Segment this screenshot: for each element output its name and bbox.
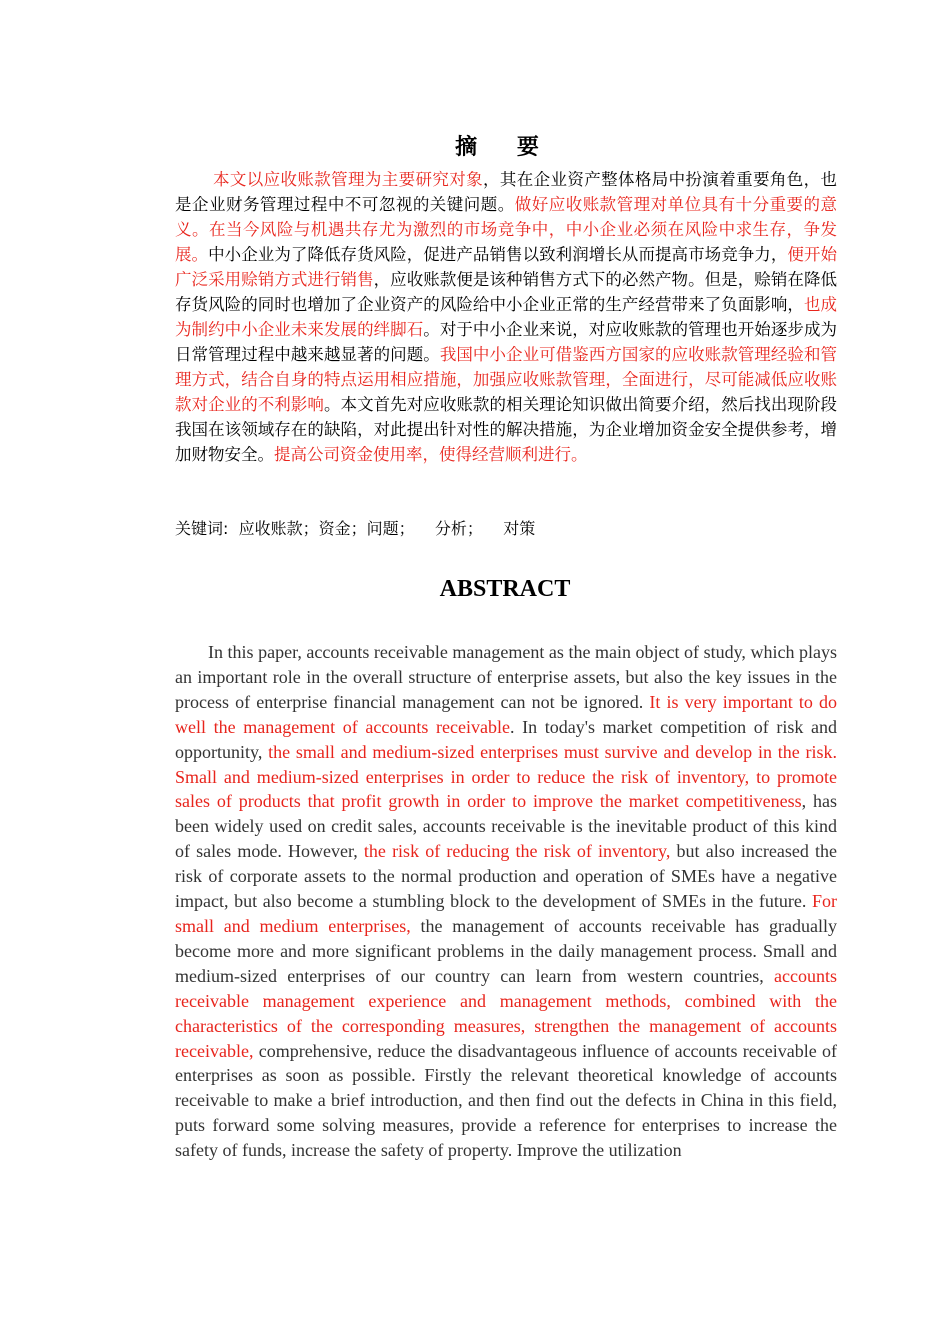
cn-highlight-segment: 也成为制约中小企业未来发展的绊脚石 — [175, 295, 838, 339]
cn-abstract-body — [175, 167, 837, 467]
cn-abstract-title: 摘 要 — [455, 134, 555, 160]
cn-highlight-segment: 便开始广泛采用赊销方式进行销售 — [175, 245, 838, 289]
en-text-segment: but also increased the risk of corporate assets to the normal production and operation of SMEs have a negative impact, but also become a stumbling block to the development of SMEs in the future. — [175, 841, 837, 912]
cn-text-segment: 中小企业为了降低存货风险，促进产品销售以致利润增长从而提高市场竞争力， — [208, 245, 788, 264]
en-text-segment: the management of accounts receivable has gradually become more and more significant problems in the daily management process. Small and medium-sized enterprises of our country can learn from western countries, — [175, 915, 837, 986]
cn-highlight-segment: 我国中小企业可借鉴西方国家的应收账款管理经验和管理方式，结合自身的特点运用相应措施，加强应收账款管理，全面进行，尽可能减低应收账款对企业的不利影响 — [175, 345, 838, 414]
en-text-segment: , has been widely used on credit sales, accounts receivable is the inevitable product of this kind of sales mode. However, — [175, 791, 837, 862]
keywords-label: 关键词 — [175, 519, 224, 538]
en-text-segment: . In today's market competition of risk and opportunity, — [175, 716, 837, 762]
en-highlight-segment: It is very important to do well the management of accounts receivable — [175, 691, 837, 737]
cn-highlight-segment: 本文以应收账款管理为主要研究对象 — [213, 170, 483, 189]
en-text-segment: In this paper, accounts receivable management as the main object of study, which plays an important role in the overall structure of enterprise assets, but also the key issues in the process of enterprise financial management can not be ignored. — [175, 642, 837, 712]
keywords-text: : 应收账款；资金；问题； 分析； 对策 — [223, 519, 536, 538]
en-highlight-segment: the risk of reducing the risk of inventory, — [363, 841, 671, 862]
cn-text-segment: 。对于中小企业来说，对应收账款的管理也开始逐步成为日常管理过程中越来越显著的问题。 — [175, 320, 838, 364]
cn-text-segment: ，其在企业资产整体格局中扮演着重要角色，也是企业财务管理过程中不可忽视的关键问题。 — [175, 170, 837, 214]
cn-text-segment: ，应收账款便是该种销售方式下的必然产物。但是，赊销在降低存货风险的同时也增加了企业资产的风险给中小企业正常的生产经营带来了负面影响， — [175, 270, 838, 314]
en-highlight-segment: For small and medium enterprises, — [175, 891, 837, 936]
en-abstract-body — [175, 640, 837, 1163]
cn-keywords — [175, 516, 837, 541]
cn-text-segment: 。本文首先对应收账款的相关理论知识做出简要介绍，然后找出现阶段我国在该领域存在的缺陷，对此提出针对性的解决措施，为企业增加资金安全提供参考，增加财物安全。 — [175, 395, 838, 464]
cn-highlight-segment: 做好应收账款管理对单位具有十分重要的意义。在当今风险与机遇共存尤为激烈的市场竞争中，中小企业必须在风险中求生存，争发展。 — [175, 195, 838, 264]
cn-highlight-segment: 提高公司资金使用率，使得经营顺利进行。 — [274, 445, 588, 464]
en-highlight-segment: accounts receivable management experience and management methods, combined with the characteristics of the corresponding measures, strengthen the management of accounts receivable, — [175, 965, 837, 1061]
en-abstract-title: ABSTRACT — [439, 576, 571, 602]
en-highlight-segment: the small and medium-sized enterprises must survive and develop in the risk. Small and medium-sized enterprises in order to reduce the risk of inventory, to promote sales of products that profit growth in order to improve the market competitiveness — [175, 741, 838, 812]
en-text-segment: comprehensive, reduce the disadvantageous influence of accounts receivable of enterprises as soon as possible. Firstly the relevant theoretical knowledge of accounts receivable to make a brief introduction, and then find out the defects in China in this field, puts forward some solving measures, provide a reference for enterprises to increase the safety of funds, increase the safety of property. Improve the utilization — [175, 1040, 837, 1161]
